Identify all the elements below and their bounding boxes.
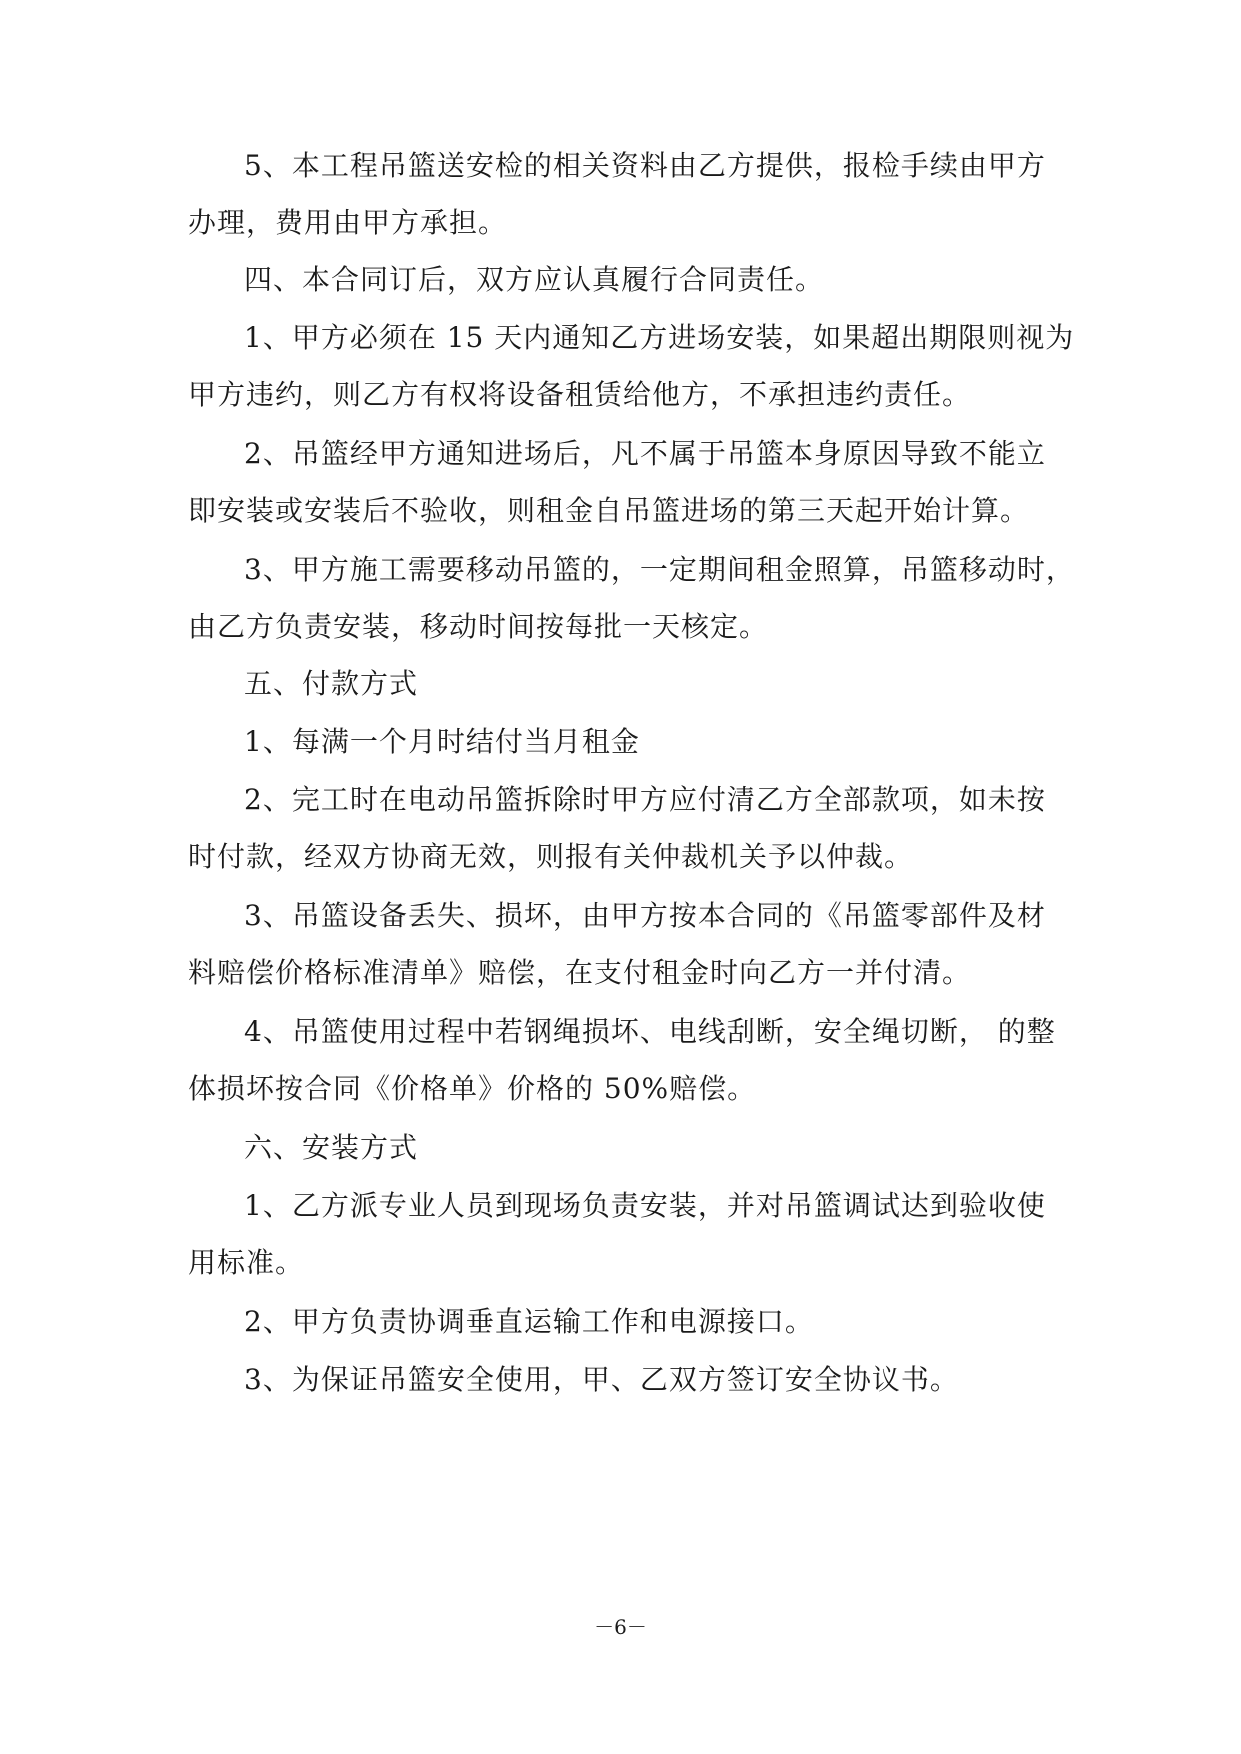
text-line: 办理，费用由甲方承担。 [188, 206, 508, 239]
text-line: 即安装或安装后不验收，则租金自吊篮进场的第三天起开始计算。 [188, 494, 1030, 527]
text-line: 3、为保证吊篮安全使用，甲、乙双方签订安全协议书。 [244, 1363, 959, 1396]
text-line: 3、甲方施工需要移动吊篮的，一定期间租金照算，吊篮移动时， [244, 553, 1075, 586]
text-line: 由乙方负责安装，移动时间按每批一天核定。 [188, 610, 769, 643]
text-line: 体损坏按合同《价格单》价格的 50%赔偿。 [188, 1072, 757, 1105]
text-line: 1、甲方必须在 15 天内通知乙方进场安装，如果超出期限则视为 [244, 321, 1075, 354]
text-line: 4、吊篮使用过程中若钢绳损坏、电线刮断，安全绳切断， 的整 [244, 1015, 1056, 1048]
text-line: 2、甲方负责协调垂直运输工作和电源接口。 [244, 1305, 814, 1338]
text-line: 1、每满一个月时结付当月租金 [244, 725, 640, 758]
section-heading: 四、本合同订后，双方应认真履行合同责任。 [244, 263, 825, 296]
text-line: 2、吊篮经甲方通知进场后，凡不属于吊篮本身原因导致不能立 [244, 437, 1046, 470]
text-line: 料赔偿价格标准清单》赔偿，在支付租金时向乙方一并付清。 [188, 956, 972, 989]
page-number: －6－ [594, 1615, 647, 1639]
text-line: 甲方违约，则乙方有权将设备租赁给他方，不承担违约责任。 [188, 378, 972, 411]
text-line: 用标准。 [188, 1246, 305, 1279]
text-line: 2、完工时在电动吊篮拆除时甲方应付清乙方全部款项，如未按 [244, 783, 1046, 816]
text-line: 1、乙方派专业人员到现场负责安装，并对吊篮调试达到验收使 [244, 1189, 1046, 1222]
section-heading: 六、安装方式 [244, 1131, 419, 1164]
text-line: 5、本工程吊篮送安检的相关资料由乙方提供，报检手续由甲方 [244, 149, 1046, 182]
text-line: 时付款，经双方协商无效，则报有关仲裁机关予以仲裁。 [188, 840, 914, 873]
section-heading: 五、付款方式 [244, 667, 419, 700]
text-line: 3、吊篮设备丢失、损坏，由甲方按本合同的《吊篮零部件及材 [244, 899, 1046, 932]
